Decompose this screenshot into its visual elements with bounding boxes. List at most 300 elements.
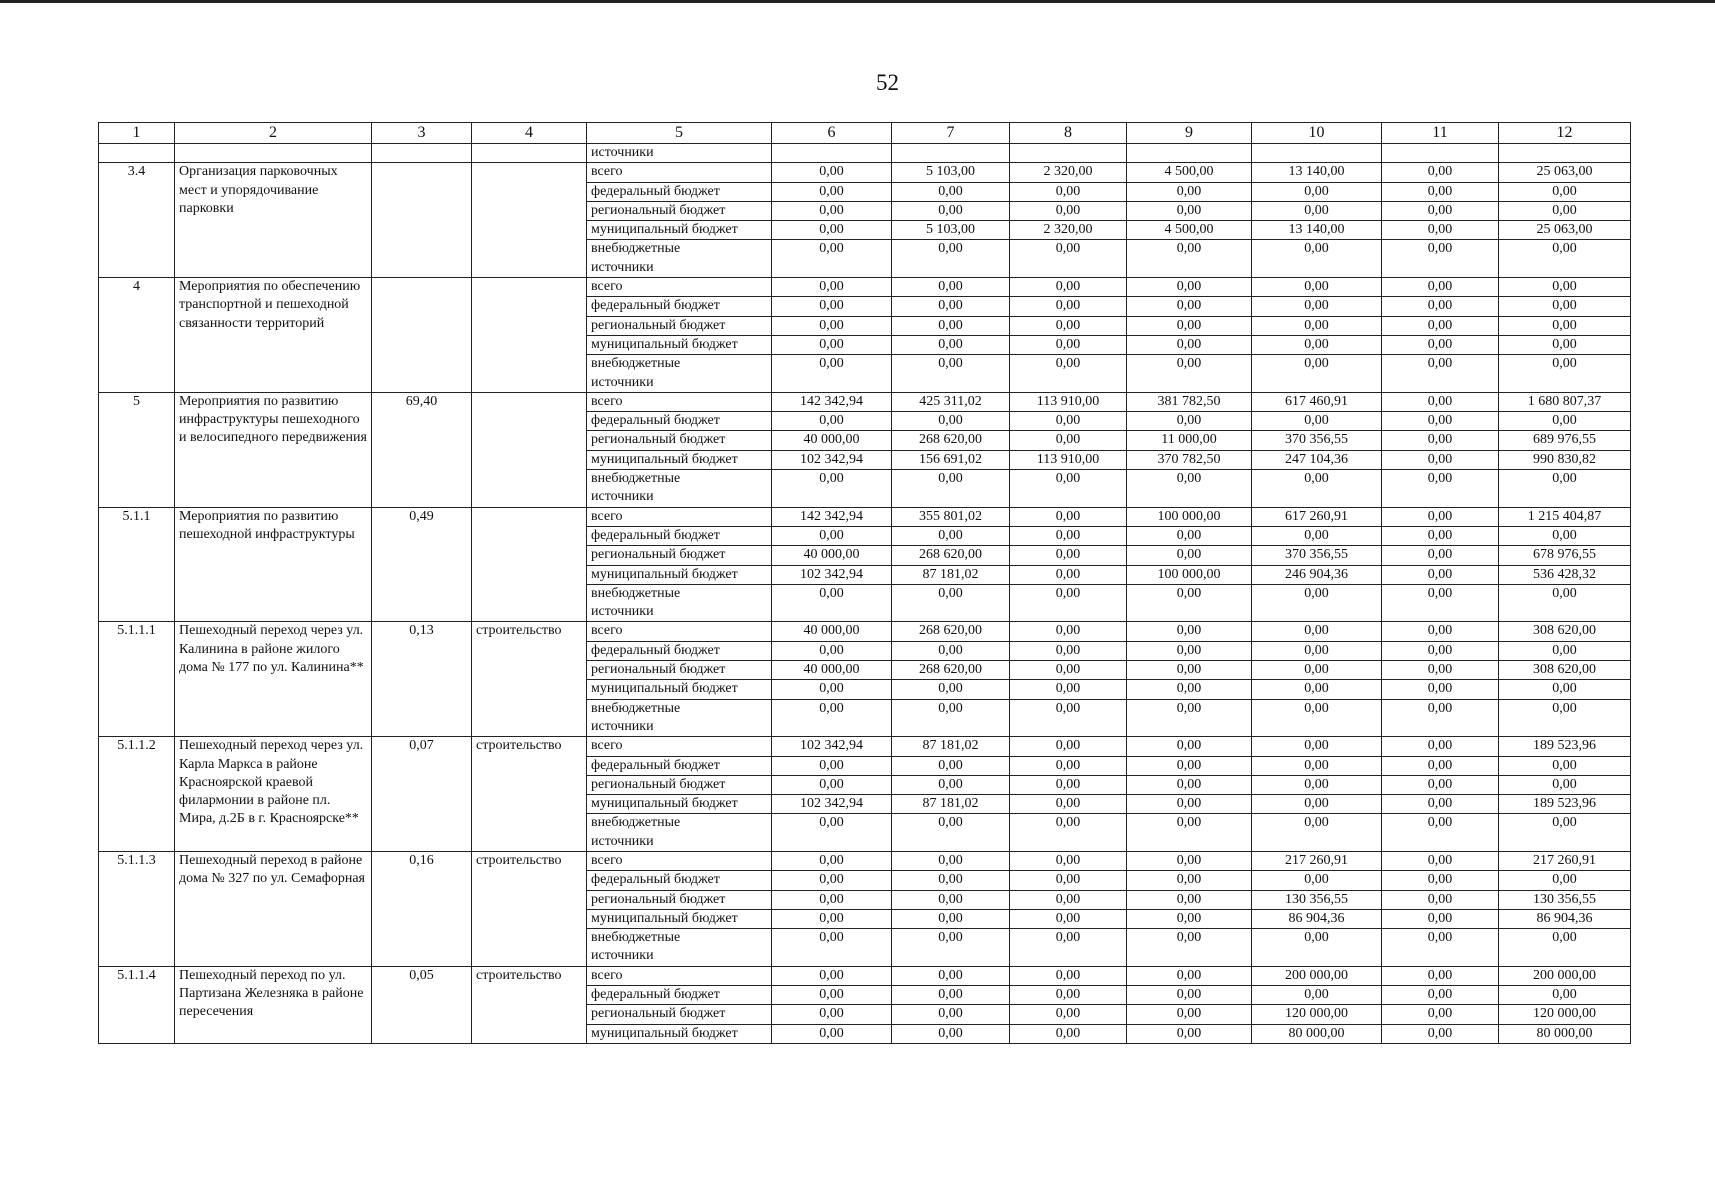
amount-value: 40 000,00 (803, 547, 860, 563)
funding-source-text: всего (591, 164, 623, 180)
amount-value: 0,00 (1176, 279, 1202, 295)
capacity-cell (372, 622, 472, 737)
amount-value: 0,00 (938, 471, 963, 487)
amount-cell (1382, 201, 1499, 220)
item-code-cell (99, 392, 175, 507)
amount-cell (772, 584, 892, 622)
amount-value: 0,00 (1176, 623, 1202, 639)
item-code: 5 (133, 393, 140, 409)
empty-cell (175, 144, 372, 163)
work-type: строительство (476, 852, 562, 868)
amount-value: 689 976,55 (1533, 432, 1596, 448)
amount-cell (1127, 795, 1252, 814)
amount-value: 0,00 (1176, 930, 1202, 946)
amount-value: 0,00 (938, 1025, 963, 1041)
amount-cell (1382, 163, 1499, 182)
amount-cell (1499, 680, 1631, 699)
work-type-cell (472, 507, 587, 622)
amount-cell (892, 470, 1010, 508)
amount-value: 0,00 (1304, 527, 1329, 543)
amount-value: 0,00 (1176, 967, 1202, 983)
column-number: 3 (417, 124, 426, 141)
funding-source-text: источники (591, 833, 654, 849)
page-number: 52 (876, 70, 899, 95)
item-code: 3.4 (127, 164, 146, 180)
amount-cell (1010, 335, 1127, 354)
amount-value: 200 000,00 (1285, 967, 1348, 983)
amount-cell (1499, 699, 1631, 737)
funding-source-cell (587, 966, 772, 985)
amount-value: 11 000,00 (1161, 432, 1217, 448)
amount-value: 0,00 (1176, 642, 1202, 658)
amount-value: 0,00 (1304, 757, 1329, 773)
amount-cell (892, 756, 1010, 775)
funding-source-text: всего (591, 279, 623, 295)
amount-value: 25 063,00 (1536, 164, 1593, 180)
amount-cell (1499, 565, 1631, 584)
amount-cell (1010, 966, 1127, 985)
capacity-cell (372, 966, 472, 1043)
column-number: 6 (827, 124, 836, 141)
amount-value: 0,00 (938, 757, 963, 773)
amount-value: 0,00 (1552, 930, 1577, 946)
amount-cell (892, 316, 1010, 335)
amount-value: 2 320,00 (1043, 222, 1093, 238)
amount-cell (1499, 756, 1631, 775)
amount-cell (772, 316, 892, 335)
amount-value: 308 620,00 (1533, 662, 1596, 678)
funding-source-cell (587, 431, 772, 450)
amount-cell (892, 240, 1010, 278)
amount-cell (1010, 1024, 1127, 1043)
amount-cell (772, 565, 892, 584)
amount-value: 0,00 (938, 967, 963, 983)
amount-cell (772, 163, 892, 182)
amount-cell (1382, 546, 1499, 565)
capacity-value: 0,07 (409, 738, 434, 754)
amount-value: 0,00 (819, 910, 844, 926)
amount-value: 0,00 (1304, 202, 1329, 218)
item-name-cell (175, 622, 372, 737)
amount-value: 381 782,50 (1157, 393, 1221, 409)
amount-cell (1127, 737, 1252, 756)
funding-source-text: источники (591, 718, 654, 734)
amount-cell (1127, 986, 1252, 1005)
amount-cell (1127, 355, 1252, 393)
column-number: 4 (525, 124, 533, 141)
amount-value: 0,00 (1427, 317, 1453, 333)
column-number: 11 (1432, 124, 1448, 141)
amount-value: 0,00 (1304, 642, 1329, 658)
amount-cell (1127, 871, 1252, 890)
amount-value: 0,00 (819, 930, 844, 946)
amount-value: 0,00 (938, 241, 963, 257)
amount-cell (1127, 680, 1252, 699)
amount-value: 0,00 (1176, 1006, 1202, 1022)
amount-cell (1382, 699, 1499, 737)
amount-value: 80 000,00 (1288, 1025, 1345, 1041)
amount-value: 113 910,00 (1036, 451, 1100, 467)
amount-value: 0,00 (1176, 872, 1202, 888)
amount-value: 678 976,55 (1533, 547, 1596, 563)
amount-value: 0,00 (1304, 681, 1329, 697)
amount-cell (1252, 737, 1382, 756)
amount-cell (892, 507, 1010, 526)
amount-value: 0,00 (938, 700, 963, 716)
empty-cell (372, 144, 472, 163)
funding-source-text: региональный бюджет (591, 202, 726, 218)
funding-source-cell (587, 986, 772, 1005)
amount-cell (892, 680, 1010, 699)
item-name: Мероприятия по развитию пешеходной инфраструктуры (179, 508, 355, 542)
column-number: 5 (675, 124, 683, 141)
funding-source-cell (587, 335, 772, 354)
funding-source-cell (587, 201, 772, 220)
amount-value: 0,00 (1552, 815, 1577, 831)
amount-cell (1010, 775, 1127, 794)
funding-source-cell (587, 584, 772, 622)
amount-value: 0,00 (1427, 987, 1453, 1003)
amount-cell (1499, 814, 1631, 852)
item-code-cell (99, 622, 175, 737)
amount-value: 102 342,94 (800, 566, 863, 582)
funding-source-text: источники (591, 374, 654, 390)
amount-value: 1 680 807,37 (1527, 393, 1602, 409)
amount-cell (1499, 316, 1631, 335)
amount-value: 0,00 (1427, 508, 1453, 524)
amount-value: 0,00 (1055, 432, 1081, 448)
table-row (99, 507, 1631, 526)
amount-value: 0,00 (819, 872, 844, 888)
funding-source-text: внебюджетные (591, 930, 681, 946)
amount-value: 0,00 (1552, 527, 1577, 543)
amount-value: 0,00 (819, 967, 844, 983)
amount-value: 0,00 (1552, 585, 1577, 601)
amount-cell (1499, 546, 1631, 565)
amount-value: 0,00 (1055, 241, 1081, 257)
amount-cell (772, 795, 892, 814)
amount-cell (892, 929, 1010, 967)
amount-cell (1382, 851, 1499, 870)
amount-cell (1499, 909, 1631, 928)
amount-cell (772, 775, 892, 794)
amount-value: 0,00 (1427, 1025, 1453, 1041)
amount-value: 102 342,94 (800, 451, 863, 467)
amount-value: 0,00 (1427, 815, 1453, 831)
amount-cell (1382, 412, 1499, 431)
amount-cell (1010, 756, 1127, 775)
funding-source-cell (587, 144, 772, 163)
amount-cell (1382, 737, 1499, 756)
amount-value: 0,00 (1304, 623, 1329, 639)
funding-source-text: муниципальный бюджет (591, 336, 738, 352)
item-name-cell (175, 163, 372, 278)
amount-cell (1252, 316, 1382, 335)
column-number: 2 (269, 124, 277, 141)
amount-value: 0,00 (1427, 527, 1453, 543)
amount-value: 100 000,00 (1157, 566, 1221, 582)
amount-value: 5 103,00 (926, 164, 975, 180)
amount-value: 0,00 (1427, 681, 1453, 697)
amount-value: 0,00 (1055, 527, 1081, 543)
funding-source-text: федеральный бюджет (591, 413, 720, 429)
amount-cell (892, 392, 1010, 411)
empty-cell (99, 144, 175, 163)
amount-value: 0,00 (1427, 279, 1453, 295)
amount-value: 536 428,32 (1533, 566, 1596, 582)
amount-value: 0,00 (1427, 967, 1453, 983)
amount-value: 0,00 (1055, 623, 1081, 639)
amount-value: 425 311,02 (919, 393, 982, 409)
funding-source-cell (587, 221, 772, 240)
amount-cell (772, 526, 892, 545)
funding-source-text: источники (591, 489, 654, 505)
capacity-cell (372, 392, 472, 507)
funding-source-cell (587, 699, 772, 737)
amount-value: 0,00 (1304, 796, 1329, 812)
work-type-cell (472, 163, 587, 278)
amount-cell (1252, 565, 1382, 584)
funding-source-text: всего (591, 967, 623, 983)
amount-cell (772, 182, 892, 201)
amount-value: 0,00 (1427, 1006, 1453, 1022)
column-number-cell (892, 123, 1010, 144)
amount-cell (1010, 392, 1127, 411)
amount-cell (772, 201, 892, 220)
amount-value: 0,00 (1427, 164, 1453, 180)
funding-source-text: региональный бюджет (591, 1006, 726, 1022)
amount-cell (1010, 565, 1127, 584)
amount-value: 40 000,00 (803, 662, 860, 678)
amount-value: 87 181,02 (922, 566, 979, 582)
amount-cell (1252, 909, 1382, 928)
amount-value: 0,00 (1176, 356, 1202, 372)
amount-cell (772, 622, 892, 641)
capacity-cell (372, 737, 472, 852)
amount-value: 0,00 (1055, 910, 1081, 926)
funding-source-cell (587, 1024, 772, 1043)
amount-cell (1010, 737, 1127, 756)
funding-source-text: всего (591, 508, 623, 524)
amount-cell (1127, 622, 1252, 641)
amount-cell (892, 163, 1010, 182)
amount-value: 80 000,00 (1536, 1025, 1593, 1041)
amount-cell (1382, 221, 1499, 240)
amount-value: 0,00 (1552, 872, 1577, 888)
funding-source-cell (587, 795, 772, 814)
amount-cell (1010, 546, 1127, 565)
amount-cell (772, 929, 892, 967)
column-number: 10 (1308, 124, 1325, 141)
amount-cell (1382, 355, 1499, 393)
table-row (99, 392, 1631, 411)
funding-source-cell (587, 775, 772, 794)
amount-value: 0,00 (938, 642, 963, 658)
amount-cell (772, 756, 892, 775)
funding-source-text: всего (591, 738, 623, 754)
amount-cell (1252, 546, 1382, 565)
amount-cell (1127, 565, 1252, 584)
funding-source-text: всего (591, 393, 623, 409)
amount-cell (1252, 163, 1382, 182)
amount-value: 156 691,02 (919, 451, 982, 467)
amount-cell (892, 1024, 1010, 1043)
amount-value: 0,00 (1427, 566, 1453, 582)
amount-value: 0,00 (938, 527, 963, 543)
amount-cell (892, 986, 1010, 1005)
empty-cell (1382, 144, 1499, 163)
amount-value: 0,00 (938, 317, 963, 333)
amount-cell (1127, 201, 1252, 220)
amount-value: 0,00 (1176, 757, 1202, 773)
amount-value: 0,00 (1304, 776, 1329, 792)
funding-source-cell (587, 661, 772, 680)
amount-cell (772, 699, 892, 737)
amount-value: 0,00 (1055, 471, 1081, 487)
column-number-cell (175, 123, 372, 144)
amount-cell (1252, 507, 1382, 526)
amount-cell (892, 775, 1010, 794)
amount-cell (1127, 584, 1252, 622)
amount-cell (892, 335, 1010, 354)
amount-value: 0,00 (819, 776, 844, 792)
amount-value: 0,00 (1055, 202, 1081, 218)
amount-value: 0,00 (1304, 700, 1329, 716)
item-name: Пешеходный переход в районе дома № 327 по ул. Семафорная (179, 852, 365, 887)
amount-cell (1127, 890, 1252, 909)
item-code-cell (99, 507, 175, 622)
work-type: строительство (476, 967, 562, 983)
funding-source-cell (587, 890, 772, 909)
amount-value: 0,00 (819, 852, 844, 868)
amount-value: 0,00 (938, 872, 963, 888)
amount-value: 189 523,96 (1533, 796, 1596, 812)
amount-cell (1010, 986, 1127, 1005)
amount-cell (772, 737, 892, 756)
amount-value: 0,00 (938, 336, 963, 352)
amount-value: 0,00 (819, 336, 844, 352)
amount-cell (1382, 450, 1499, 469)
amount-value: 0,00 (1552, 356, 1577, 372)
amount-cell (1499, 412, 1631, 431)
amount-value: 200 000,00 (1533, 967, 1596, 983)
amount-cell (892, 412, 1010, 431)
amount-cell (1499, 507, 1631, 526)
amount-value: 0,00 (1427, 642, 1453, 658)
item-code: 5.1.1.1 (117, 623, 156, 639)
funding-source-cell (587, 507, 772, 526)
amount-value: 100 000,00 (1157, 508, 1221, 524)
amount-value: 0,00 (1552, 776, 1577, 792)
amount-value: 0,00 (1055, 566, 1081, 582)
capacity-value: 0,13 (409, 623, 434, 639)
amount-cell (1010, 355, 1127, 393)
amount-cell (1127, 470, 1252, 508)
budget-table (98, 122, 1631, 1044)
amount-value: 0,00 (1427, 336, 1453, 352)
funding-source-text: региональный бюджет (591, 776, 726, 792)
funding-source-text: федеральный бюджет (591, 527, 720, 543)
amount-cell (1499, 335, 1631, 354)
column-number-cell (1010, 123, 1127, 144)
funding-source-text: муниципальный бюджет (591, 1025, 738, 1041)
column-number: 7 (946, 124, 955, 141)
column-number-cell (99, 123, 175, 144)
amount-value: 87 181,02 (922, 738, 979, 754)
amount-value: 0,00 (1055, 757, 1081, 773)
amount-cell (1127, 775, 1252, 794)
amount-value: 0,00 (1427, 738, 1453, 754)
amount-value: 0,00 (1055, 508, 1081, 524)
amount-cell (772, 470, 892, 508)
amount-value: 0,00 (1427, 393, 1453, 409)
amount-cell (1127, 335, 1252, 354)
amount-cell (1127, 756, 1252, 775)
amount-cell (772, 1024, 892, 1043)
item-name: Мероприятия по обеспечению транспортной и пешеходной связанности территорий (179, 279, 361, 331)
funding-source-cell (587, 814, 772, 852)
amount-value: 0,00 (1055, 336, 1081, 352)
item-code-cell (99, 851, 175, 966)
amount-value: 0,00 (1427, 298, 1453, 314)
amount-cell (1127, 546, 1252, 565)
amount-cell (1010, 929, 1127, 967)
amount-value: 189 523,96 (1533, 738, 1596, 754)
funding-source-cell (587, 412, 772, 431)
amount-cell (1499, 431, 1631, 450)
amount-value: 0,00 (1552, 700, 1577, 716)
amount-value: 268 620,00 (919, 623, 982, 639)
amount-value: 0,00 (1055, 815, 1081, 831)
item-name: Организация парковочных мест и упорядочивание парковки (179, 164, 338, 216)
amount-cell (1252, 622, 1382, 641)
amount-value: 0,00 (819, 413, 844, 429)
amount-cell (772, 335, 892, 354)
funding-source-text: региональный бюджет (591, 891, 726, 907)
amount-value: 0,00 (819, 202, 844, 218)
amount-value: 0,00 (1552, 757, 1577, 773)
empty-cell (892, 144, 1010, 163)
amount-cell (1252, 986, 1382, 1005)
amount-cell (892, 966, 1010, 985)
amount-value: 0,00 (1176, 776, 1202, 792)
amount-cell (1252, 412, 1382, 431)
item-name: Пешеходный переход через ул. Карла Маркса в районе Красноярской краевой филармонии в районе пл. Мира, д.2Б в г. Красноярске** (179, 738, 364, 827)
amount-cell (892, 851, 1010, 870)
amount-cell (892, 431, 1010, 450)
amount-value: 0,00 (1427, 910, 1453, 926)
amount-value: 370 782,50 (1157, 451, 1221, 467)
funding-source-text: региональный бюджет (591, 317, 726, 333)
capacity-value: 0,49 (409, 508, 434, 524)
funding-source-text: федеральный бюджет (591, 642, 720, 658)
amount-value: 86 904,36 (1288, 910, 1345, 926)
amount-value: 0,00 (1055, 642, 1081, 658)
capacity-cell (372, 851, 472, 966)
funding-source-cell (587, 278, 772, 297)
amount-cell (1127, 240, 1252, 278)
amount-value: 0,00 (1055, 852, 1081, 868)
funding-source-cell (587, 316, 772, 335)
funding-source-text: федеральный бюджет (591, 872, 720, 888)
amount-value: 0,00 (1427, 451, 1453, 467)
amount-cell (1010, 507, 1127, 526)
amount-value: 0,00 (1427, 202, 1453, 218)
funding-source-text: федеральный бюджет (591, 987, 720, 1003)
amount-value: 25 063,00 (1536, 222, 1593, 238)
amount-cell (1499, 392, 1631, 411)
amount-cell (1127, 431, 1252, 450)
